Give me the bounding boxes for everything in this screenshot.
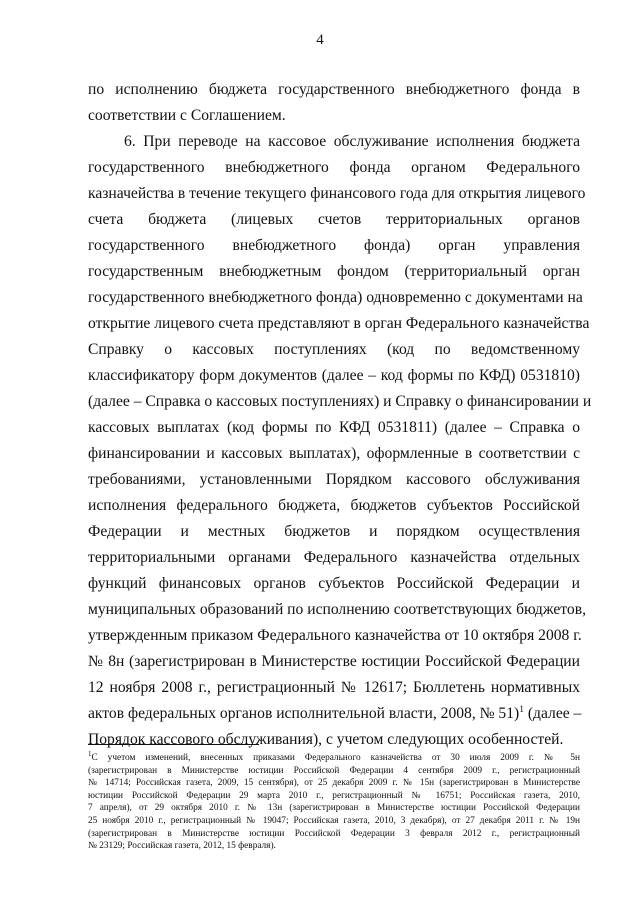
body-line: территориальными органами Федерального казначейства отдельных — [88, 549, 580, 566]
footnote-line: № 23129; Российская газета, 2012, 15 февраля). — [88, 841, 276, 852]
body-line: № 8н (зарегистрирован в Министерстве юстиции Российской Федерации — [88, 653, 580, 670]
footnote-line: 7 апреля), от 29 октября 2010 г. № 13н (зарегистрирован в Министерстве юстиции Российской Федерации — [88, 803, 580, 814]
body-line: утвержденным приказом Федерального казначейства от 10 октября 2008 г. — [88, 627, 582, 644]
body-line: государственным внебюджетным фондом (территориальный орган — [88, 263, 580, 280]
body-line: государственного внебюджетного фонда) орган управления — [88, 237, 580, 254]
body-line: Федерации и местных бюджетов и порядком осуществления — [88, 523, 580, 540]
body-line: исполнения федерального бюджета, бюджетов субъектов Российской — [88, 497, 580, 514]
footnote-line: (зарегистрирован в Министерстве юстиции Российской Федерации 4 сентября 2009 г., регистрационный — [88, 765, 580, 776]
body-line: муниципальных образований по исполнению соответствующих бюджетов, — [88, 601, 586, 618]
footnote-line: № 14714; Российская газета, 2009, 15 сентября), от 25 декабря 2009 г. № 15н (зарегистрирован в Министерстве — [88, 778, 580, 789]
body-line-text: актов федеральных органов исполнительной власти, 2008, № 51) — [88, 705, 520, 722]
footnote-reference[interactable]: 1 — [519, 705, 524, 715]
body-line: финансировании и кассовых выплатах), оформленные в соответствии с — [88, 445, 580, 462]
footnote — [88, 752, 580, 853]
body-line-with-footnote-ref — [88, 701, 580, 727]
footnote-line: юстиции Российской Федерации 29 марта 2010 г., регистрационный № 16751; Российская газета, 2010, — [88, 790, 580, 801]
body-line: классификатору форм документов (далее – код формы по КФД) 0531810) — [88, 367, 580, 384]
body-line-tail: (далее – — [523, 705, 582, 722]
body-line: функций финансовых органов субъектов Российской Федерации и — [88, 575, 580, 592]
footnote-separator — [88, 744, 259, 745]
body-text — [88, 77, 592, 753]
body-line: требованиями, установленными Порядком кассового обслуживания — [88, 471, 580, 488]
body-line: соответствии с Соглашением. — [88, 107, 286, 124]
body-line: 6. При переводе на кассовое обслуживание исполнения бюджета — [124, 133, 580, 150]
body-line: кассовых выплатах (код формы по КФД 0531811) (далее – Справка о — [88, 419, 580, 436]
body-line: по исполнению бюджета государственного внебюджетного фонда в — [88, 81, 580, 98]
footnote-line-text: С учетом изменений, внесенных приказами Федерального казначейства от 30 июля 2009 г. № 5н — [91, 753, 580, 763]
body-line: открытие лицевого счета представляют в орган Федерального казначейства — [88, 315, 590, 332]
footnote-line: 25 ноября 2010 г., регистрационный № 19047; Российская газета, 2010, 3 декабря), от 27 декабря 2011 г. № 19н — [88, 815, 580, 826]
footnote-marker: 1 — [88, 750, 92, 758]
footnote-line — [88, 752, 580, 765]
body-line: Справку о кассовых поступлениях (код по ведомственному — [88, 341, 580, 358]
body-line: государственного внебюджетного фонда органом Федерального — [88, 159, 580, 176]
body-line: государственного внебюджетного фонда) одновременно с документами на — [88, 289, 583, 306]
page-number: 4 — [316, 32, 324, 48]
body-line: счета бюджета (лицевых счетов территориальных органов — [88, 211, 580, 228]
footnote-line: (зарегистрирован в Министерстве юстиции Российской Федерации 3 февраля 2012 г., регистрационный — [88, 828, 580, 839]
body-line: Порядок кассового обслуживания), с учетом следующих особенностей. — [88, 731, 564, 748]
body-line: 12 ноября 2008 г., регистрационный № 12617; Бюллетень нормативных — [88, 679, 580, 696]
body-line: (далее – Справка о кассовых поступлениях) и Справку о финансировании и — [88, 393, 592, 410]
body-line: казначейства в течение текущего финансового года для открытия лицевого — [88, 185, 586, 202]
